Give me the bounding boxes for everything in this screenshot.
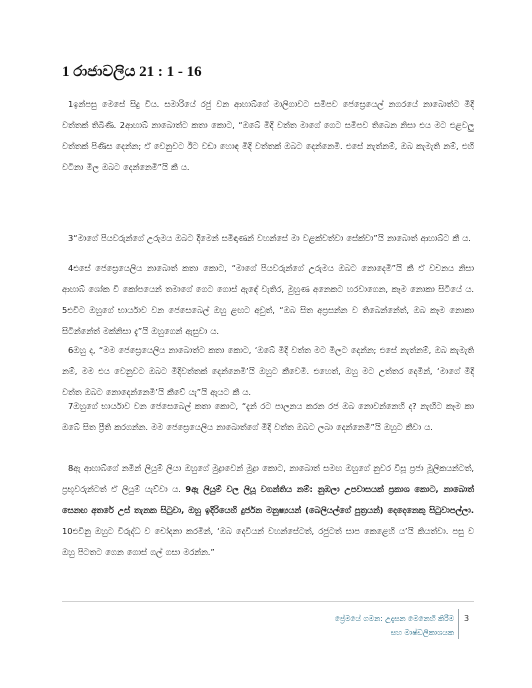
paragraph-5	[62, 396, 474, 441]
paragraph-6	[62, 458, 474, 566]
paragraph-text: 4එසේ ජෙස්‍රෙයෙලිය නාබොත් කතා කොට, “මාගේ පියවරුන්ගේ උරුමය ඔබට නොදෙමි”යි කී ඒ වචනය නිසා ආහාබ් ශෝක වී කෝපයෙන් තමාගේ ගෙට ගොස් ඇඳේ වැතිර, මුහුණ අනෙකට හරවාගෙන, කෑම නොකා සිටියේ ය. 5එවිට ඔහුගේ භාර්යාව වන ජෙසෙබෙල් ඔහු ළඟට අවුත්, “ඔබ සිත අප්‍රසන්න ව තිබෙන්නේත්, ඔබ කෑම නොකා සිටින්නේත් මක්නිසා දැ”යි ඔහුගෙන් ඇසුවා ය.	[62, 263, 474, 336]
paragraph-text	[62, 458, 474, 563]
page-number: 3	[464, 614, 470, 623]
paragraph-bold: 9ඇ ලියුම් වල ලියූ වගන්තිය නම්: නුඹලා උපවාසයක් ප්‍රකාශ කොට, නාබොත් සෙනඟ අතරේ උස් තැනක සිටුවා, ඔහු ඉදිරියෙහි දුර්ජන මනුෂ්‍යයන් (බෙලියල්ගේ පුත්‍රයන්) දෙදෙනෙකු සිටුවාපල්ලා.	[62, 484, 474, 515]
footer-line-1: ප්‍රේමයේ ගමන: උදැසන මෙනෙහි කිරීම	[334, 614, 454, 623]
paragraph-text: 7ඔහුගේ භාර්යාව වන ජෙසෙබෙල් කතා කොට, “දැන් රට පාලනය කරන රජ ඔබ නොවන්නෙහි ද? නැඟිට කෑම කා ඔබේ සිත ප්‍රීති කරගන්න. මම ජෙස්‍රෙයෙලිය නාබොත්ගේ මිදි වත්ත ඔබට ලබා දෙන්නෙමි”යි ඔහුට කීවා ය.	[62, 401, 474, 432]
paragraph-tail: 10එවිනු ඔහුට විරුද්ධ ව චෝදනා කරමින්, ‘ඔබ දෙවියන් වහන්සේටත්, රජුටත් සාප කෙළෙහි ය’යි කියත්වා. පසු ව ඔහු පිටතට ගෙන ගොස් ගල් ගසා මරන්න.”	[62, 526, 474, 557]
paragraph-2	[62, 228, 474, 252]
page-title: 1 රාජාවලිය 21 : 1 - 16	[62, 64, 202, 80]
paragraph-1	[62, 94, 474, 181]
paragraph-text: 1ඉන්පසු මෙසේ සිදු විය. සමාරියේ රජු වන ආහාබ්ගේ මාලිගාවට සමීපව ජෙස්‍රෙයෙල් නගරයේ නාබොත්ට මිදි වත්තක් තිබිණි. 2ආහාබ් නාබොත්ට කතා කොට, “ඔබේ මිදි වත්ත මාගේ ගෙට සමීපව තිබෙන නිසා එය මට එළවලු වත්තක් පිණිස දෙන්න; ඒ වෙනුවට ඊට වඩා හොඳ මිදි වත්තක් ඔබට දෙන්නෙමි. එසේ නැත්නම්, ඔබ කැමැති නම්, එහි වටිනා මිල ඔබට දෙන්නෙමි”යි කී ය.	[62, 99, 474, 172]
paragraph-3	[62, 258, 474, 345]
footer-divider	[458, 609, 459, 639]
paragraph-text: 3“මාගේ පියවරුන්ගේ උරුමය ඔබට දීමෙන් සමිඳාණන් වහන්සේ මා වළක්වත්වා සේක්වා”යි නාබොත් ආහාබ්ට කී ය.	[68, 233, 471, 243]
footer-caption	[335, 612, 454, 640]
paragraph-text: 6ඔහු ද, “මම ජෙස්‍රෙයෙලිය නාබොත්ට කතා කොට, ‘ඔබේ මිදි වත්ත මට මිලට දෙන්න; එසේ නැත්නම්, ඔබ කැමැති නම්, මම එය වෙනුවට ඔබට මිදිවත්තක් දෙන්නෙමි’යි ඔහුට කීවෙමි. එහෙත්, ඔහු මට උත්තර දෙමින්, ‘මාගේ මිදි වත්ත ඔබට නොදෙන්නෙමි’යි කීවේ යැ”යි ඇයට කී ය.	[62, 345, 474, 397]
footer-line-2: සහ මාෂ්ඩලිකාශයක	[390, 628, 454, 637]
footer-rule	[62, 601, 474, 602]
paragraph-lead: 8ඇ ආහාබ්ගේ නමින් ලියුම් ලියා ඔහුගේ මුද්‍රාවෙන් මුද්‍රා කොට, නාබොත් සමඟ ඔහුගේ නුවර විසූ ප්‍රජා මූලිකයන්ටත්, ප්‍රභූවරුන්ටත් ඒ ලියුම් යැව්වා ය.	[62, 463, 474, 494]
